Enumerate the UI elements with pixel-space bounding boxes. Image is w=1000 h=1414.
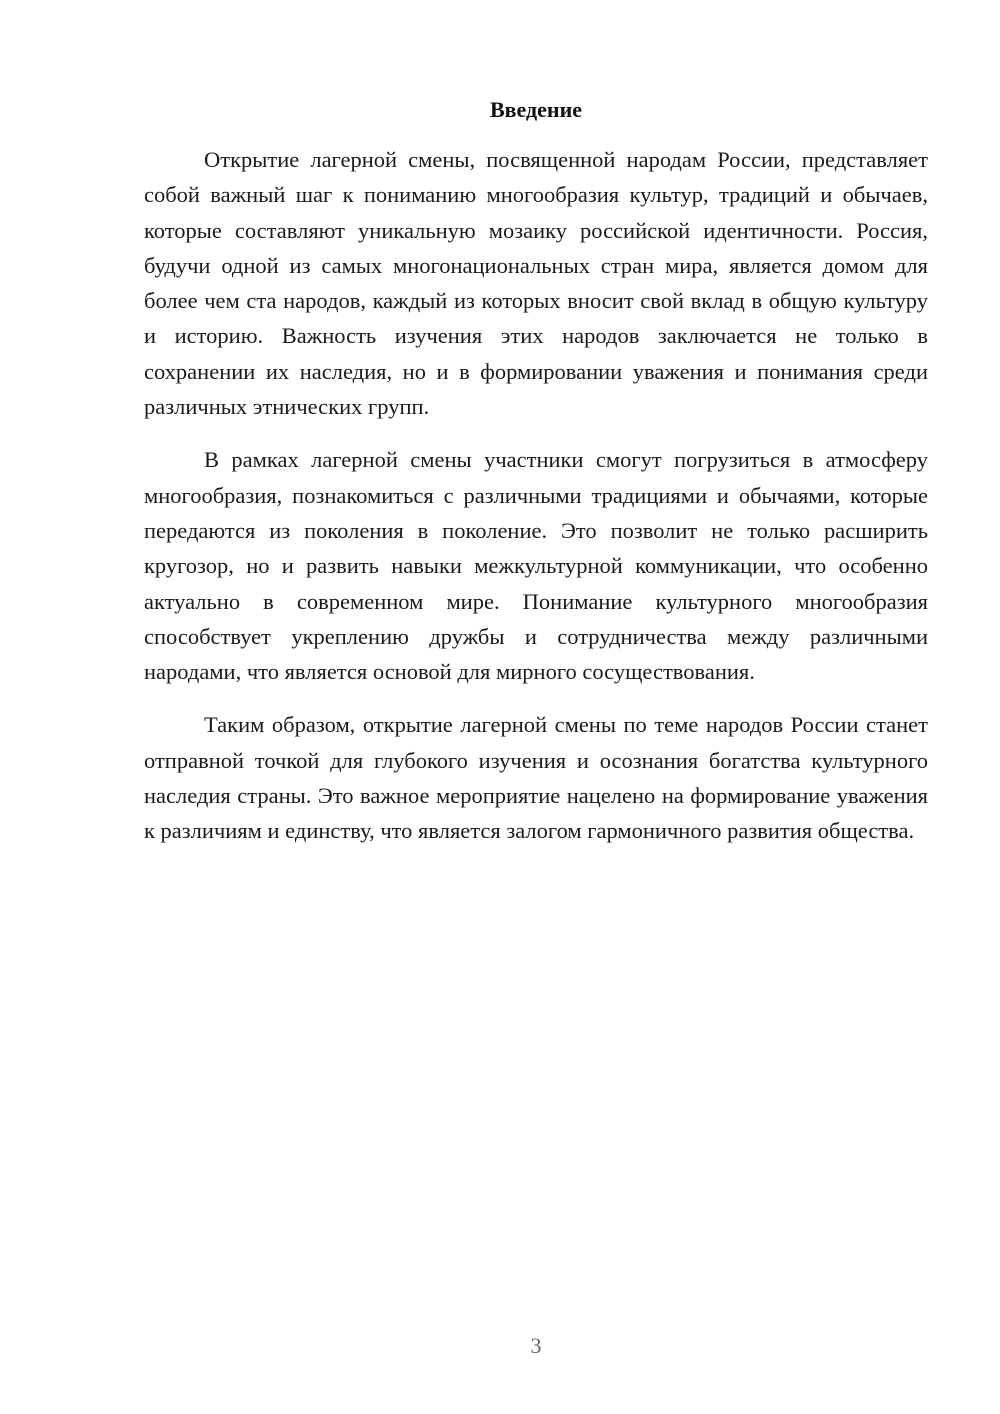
page-number: 3 — [530, 1333, 542, 1358]
section-heading: Введение — [489, 97, 583, 122]
paragraph-3: Таким образом, открытие лагерной смены по теме народов России станет отправной точкой для глубокого изучения и осознания богатства культурного наследия страны. Это важное мероприятие нацелено на формирование уважения к различиям и единству, что является залогом гармоничного развития общества. — [144, 712, 928, 844]
paragraph-1: Открытие лагерной смены, посвященной народам России, представляет собой важный шаг к пониманию многообразия культур, традиций и обычаев, которые составляют уникальную мозаику российской идентичности. Россия, будучи одной из самых многонациональных стран мира, является домом для более чем ста народов, каждый из которых вносит свой вклад в общую культуру и историю. Важность изучения этих народов заключается не только в сохранении их наследия, но и в формировании уважения и понимания среди различных этнических групп. — [144, 147, 928, 420]
body-text — [144, 142, 928, 867]
paragraph-2: В рамках лагерной смены участники смогут погрузиться в атмосферу многообразия, познакомиться с различными традициями и обычаями, которые передаются из поколения в поколение. Это позволит не только расширить кругозор, но и развить навыки межкультурной коммуникации, что особенно актуально в современном мире. Понимание культурного многообразия способствует укреплению дружбы и сотрудничества между различными народами, что является основой для мирного сосуществования. — [144, 447, 928, 685]
